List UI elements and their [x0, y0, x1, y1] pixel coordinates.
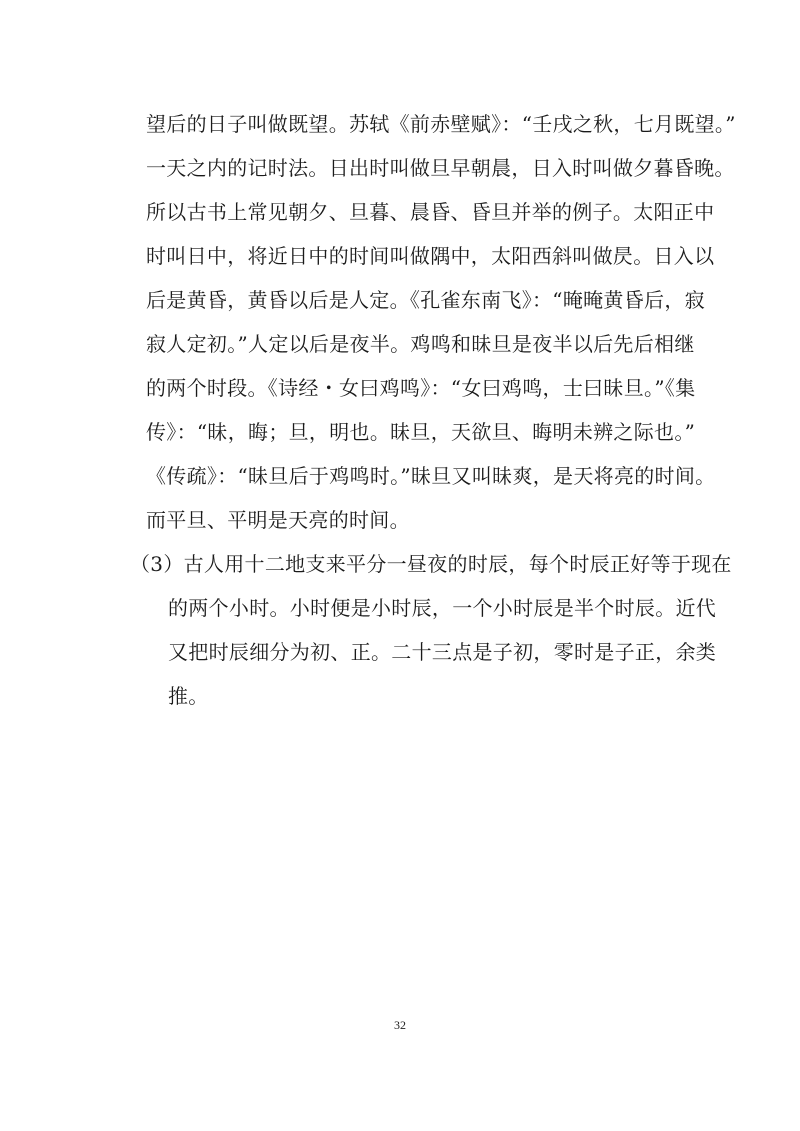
paragraph-line-8: 传》：“昧，晦；旦，明也。昧旦，天欲旦、晦明未辨之际也。”: [146, 420, 696, 444]
paragraph-line-3: 所以古书上常见朝夕、旦暮、晨昏、昏旦并举的例子。太阳正中: [146, 200, 715, 224]
paragraph-line-6: 寂人定初。”人定以后是夜半。鸡鸣和昧旦是夜半以后先后相继: [146, 332, 695, 356]
paragraph-line-7: 的两个时段。《诗经・女曰鸡鸣》：“女曰鸡鸣，士曰昧旦。”《集: [146, 376, 696, 400]
paragraph-line-5: 后是黄昏，黄昏以后是人定。《孔雀东南飞》：“晻晻黄昏后，寂: [146, 288, 705, 312]
item3-line-3: 又把时辰细分为初、正。二十三点是子初，零时是子正，余类: [168, 640, 717, 664]
paragraph-line-1: 望后的日子叫做既望。苏轼《前赤壁赋》：“壬戌之秋，七月既望。”: [146, 112, 736, 136]
item3-line-2: 的两个小时。小时便是小时辰，一个小时辰是半个时辰。近代: [168, 596, 717, 620]
item3-line-1: （3）古人用十二地支来平分一昼夜的时辰，每个时辰正好等于现在: [130, 552, 732, 576]
paragraph-line-2: 一天之内的记时法。日出时叫做旦早朝晨，日入时叫做夕暮昏晚。: [146, 156, 735, 180]
page-number: 32: [394, 1018, 406, 1032]
paragraph-line-4: 时叫日中，将近日中的时间叫做隅中，太阳西斜叫做昃。日入以: [146, 244, 715, 268]
paragraph-line-9: 《传疏》：“昧旦后于鸡鸣时。”昧旦又叫昧爽，是天将亮的时间。: [146, 464, 716, 488]
paragraph-line-10: 而平旦、平明是天亮的时间。: [146, 508, 410, 532]
item3-line-4: 推。: [168, 684, 209, 708]
